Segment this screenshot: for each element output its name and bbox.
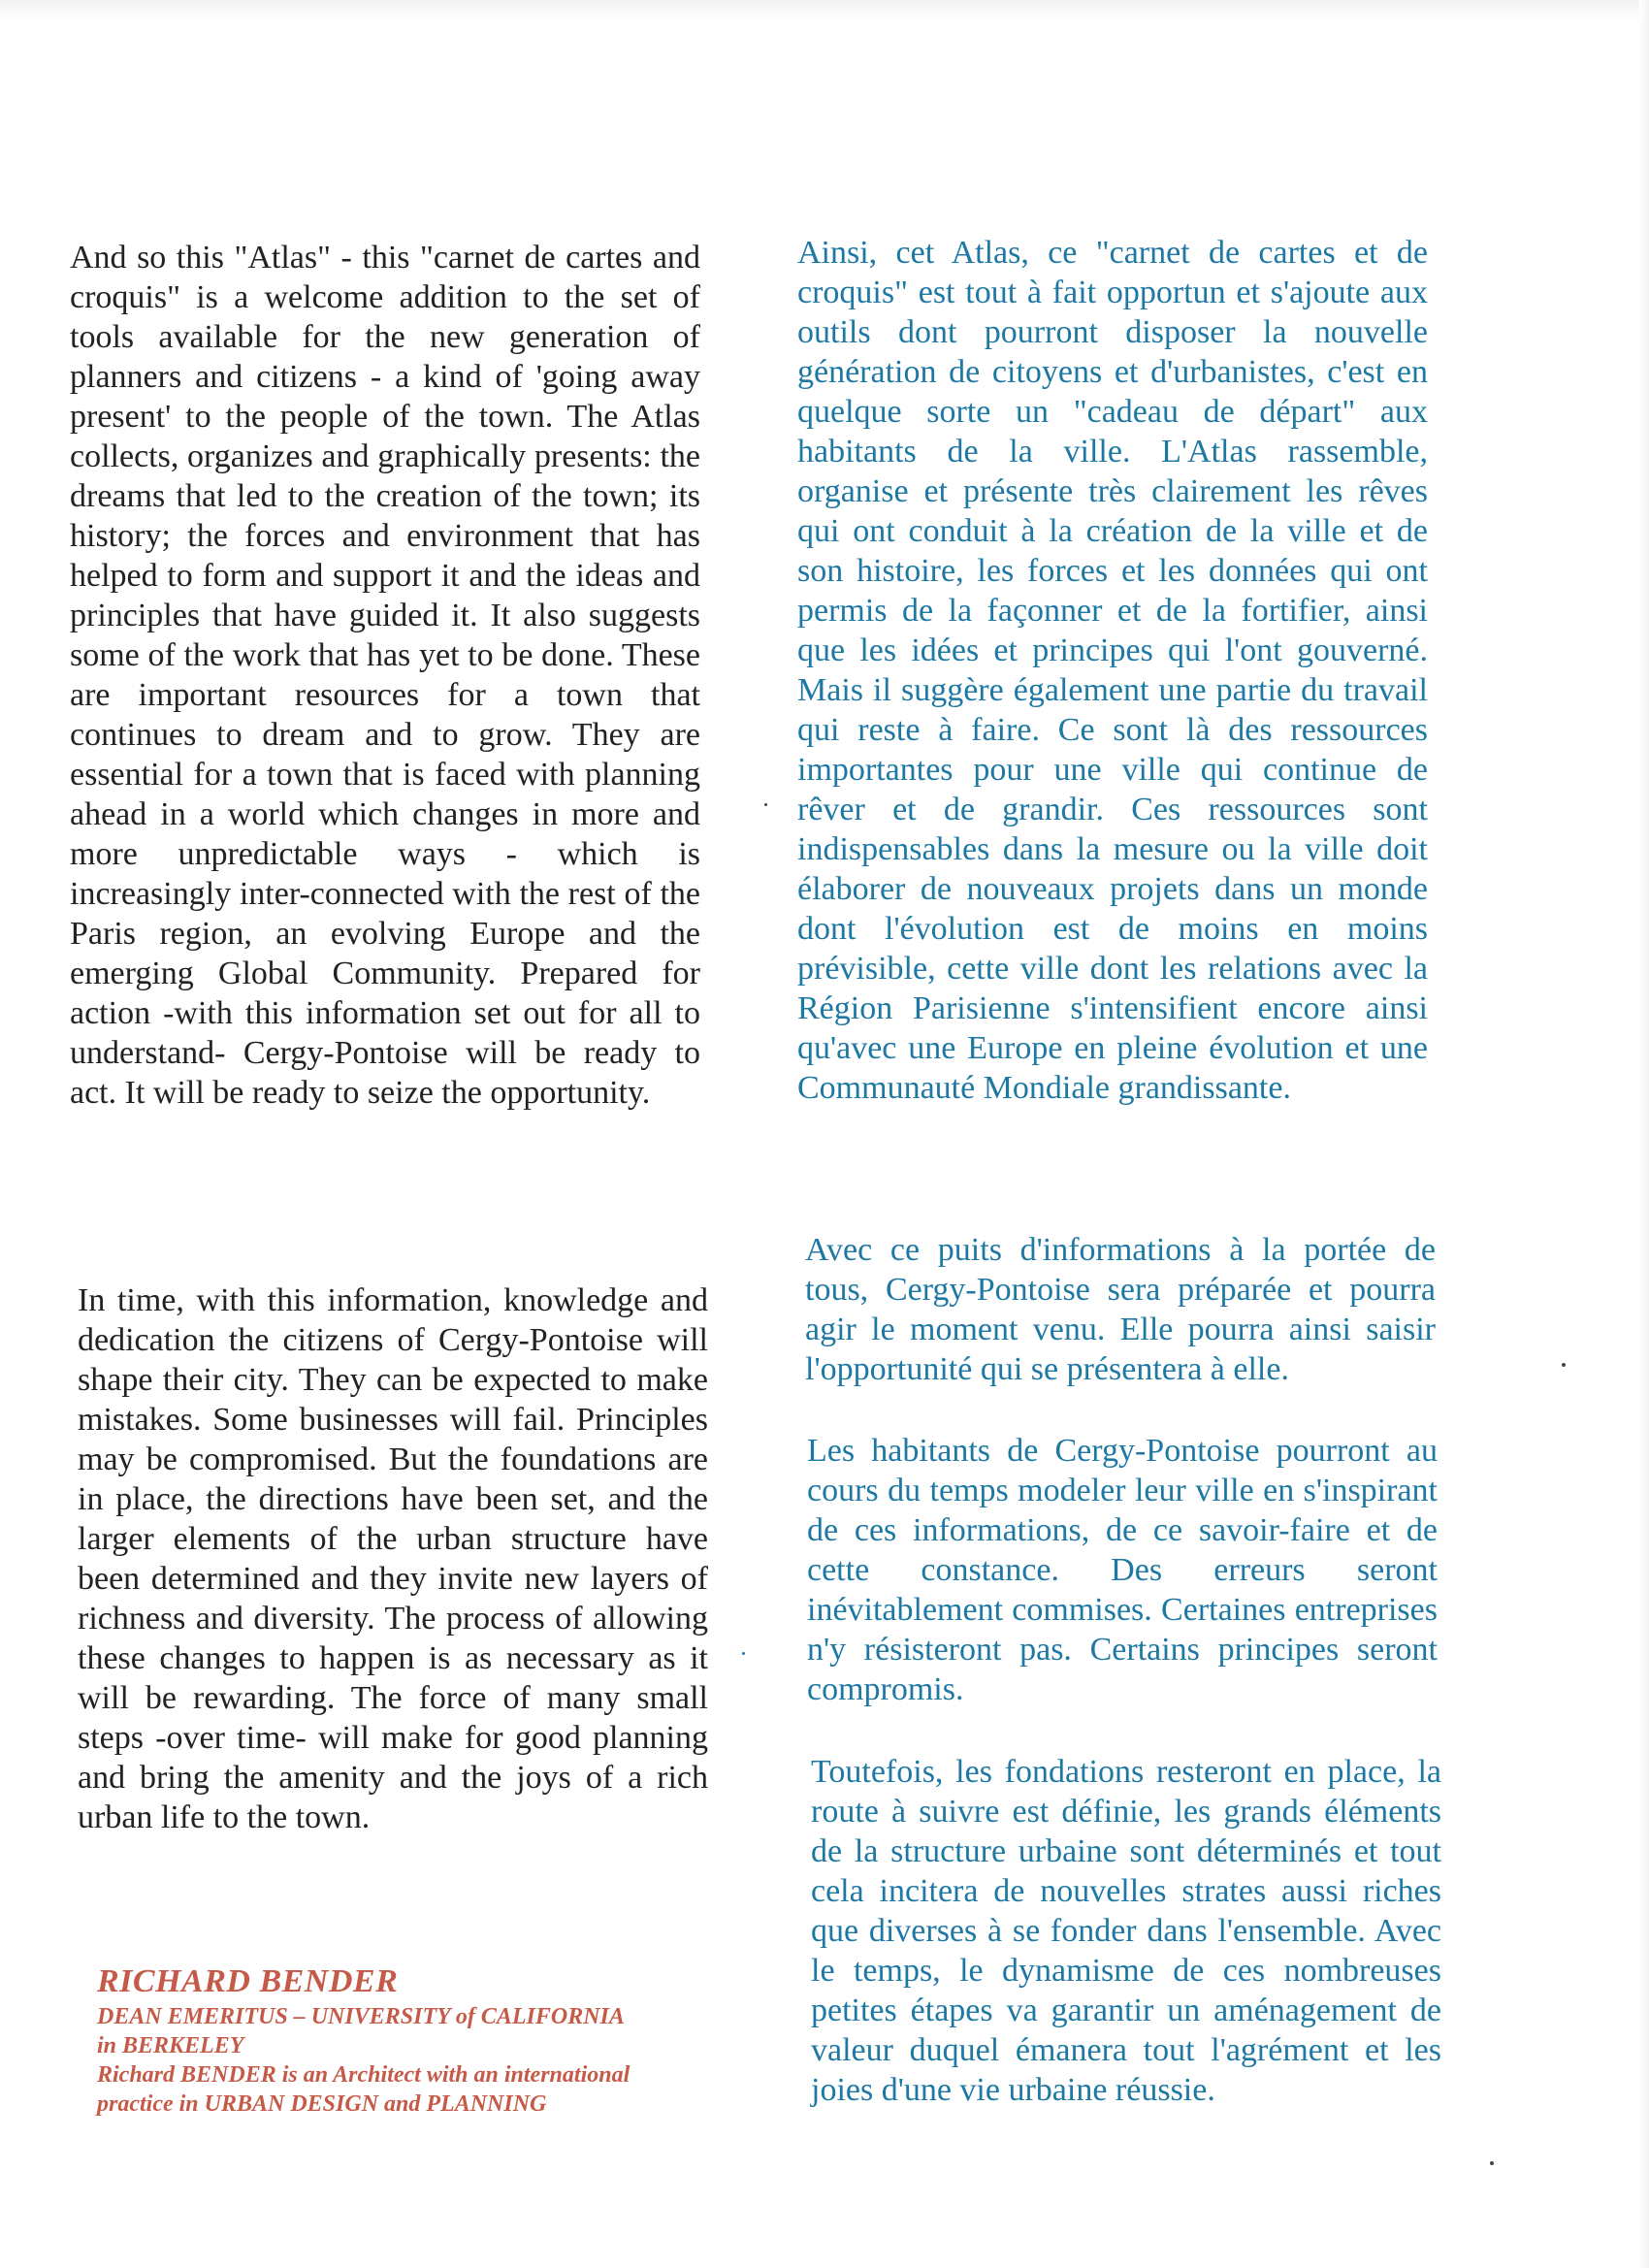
scan-edge-shadow <box>0 0 1649 23</box>
scan-speck <box>742 1652 745 1655</box>
author-name: RICHARD BENDER <box>97 1963 399 1999</box>
english-paragraph-2-text: In time, with this information, knowledge and dedication the citizens of Cergy-Pontoise will shape their city. They can be expected to make mistakes. Some businesses will fail. Principles may be compromised. But the foundations are in place, the directions have been set, and the larger elements of the urban structure have been determined and they invite new layers of richness and diversity. The process of allowing these changes to happen is as necessary as it will be rewarding. The force of many small steps -over time- will make for good planning and bring the amenity and the joys of a rich urban life to the town. <box>78 1282 708 1835</box>
french-paragraph-4-text: Toutefois, les fondations resteront en place, la route à suivre est définie, les grands éléments de la structure urbaine sont déterminés et tout cela incitera de nouvelles strates aussi riches que diverses à se fonder dans l'ensemble. Avec le temps, le dynamisme de ces nombreuses petites étapes va garantir un aménagement de valeur duquel émanera tout l'agrément et les joies d'une vie urbaine réussie. <box>811 1754 1441 2108</box>
french-paragraph-3 <box>807 1431 1438 1709</box>
french-paragraph-2-text: Avec ce puits d'informations à la portée de tous, Cergy-Pontoise sera préparée et pourra agir le moment venu. Elle pourra ainsi saisir l'opportunité qui se présentera à elle. <box>805 1232 1436 1387</box>
scan-edge-shadow-right <box>1639 0 1649 2268</box>
french-paragraph-1-text: Ainsi, cet Atlas, ce "carnet de cartes et de croquis" est tout à fait opportun et s'ajoute aux outils dont pourront disposer la nouvelle génération de citoyens et d'urbanistes, c'est en quelque sorte un "cadeau de départ" aux habitants de la ville. L'Atlas rassemble, organise et présente très clairement les rêves qui ont conduit à la création de la ville et de son histoire, les forces et les données qui ont permis de la façonner et de la fortifier, ainsi que les idées et principes qui l'ont gouverné. Mais il suggère également une partie du travail qui reste à faire. Ce sont là des ressources importantes pour une ville qui continue de rêver et de grandir. Ces ressources sont indispensables dans la mesure ou la ville doit élaborer de nouveaux projets dans un monde dont l'évolution est de moins en moins prévisible, cette ville dont les relations avec la Région Parisienne s'intensifient encore ainsi qu'avec une Europe en pleine évolution et une Communauté Mondiale grandissante. <box>797 235 1428 1106</box>
scan-speck <box>1490 2161 1494 2165</box>
scan-speck <box>1562 1363 1566 1367</box>
author-signature-block <box>97 1961 737 2119</box>
author-bio-line-2: practice in URBAN DESIGN and PLANNING <box>97 2091 547 2117</box>
french-paragraph-3-text: Les habitants de Cergy-Pontoise pourront au cours du temps modeler leur ville en s'inspirant de ces informations, de ce savoir-faire et de cette constance. Des erreurs seront inévitablement commises. Certaines entreprises n'y résisteront pas. Certains principes seront compromis. <box>807 1433 1438 1707</box>
author-bio-line-1: Richard BENDER is an Architect with an international <box>97 2062 630 2088</box>
french-paragraph-1 <box>797 233 1428 1108</box>
french-paragraph-4 <box>811 1752 1441 2110</box>
english-paragraph-1-text: And so this "Atlas" - this "carnet de cartes and croquis" is a welcome addition to the set of tools available for the new generation of planners and citizens - a kind of 'going away present' to the people of the town. The Atlas collects, organizes and graphically presents: the dreams that led to the creation of the town; its history; the forces and environment that has helped to form and support it and the ideas and principles that have guided it. It also suggests some of the work that has yet to be done. These are important resources for a town that continues to dream and to grow. They are essential for a town that is faced with planning ahead in a world which changes in more and more unpredictable ways - which is increasingly inter-connected with the rest of the Paris region, an evolving Europe and the emerging Global Community. Prepared for action -with this information set out for all to understand- Cergy-Pontoise will be ready to act. It will be ready to seize the opportunity. <box>70 240 700 1111</box>
author-title-line-1: DEAN EMERITUS – UNIVERSITY of CALIFORNIA <box>97 2004 625 2029</box>
french-paragraph-2 <box>805 1230 1436 1389</box>
scan-speck <box>764 803 767 806</box>
english-paragraph-2 <box>78 1280 708 1837</box>
english-paragraph-1 <box>70 238 700 1113</box>
author-title-line-2: in BERKELEY <box>97 2033 244 2058</box>
